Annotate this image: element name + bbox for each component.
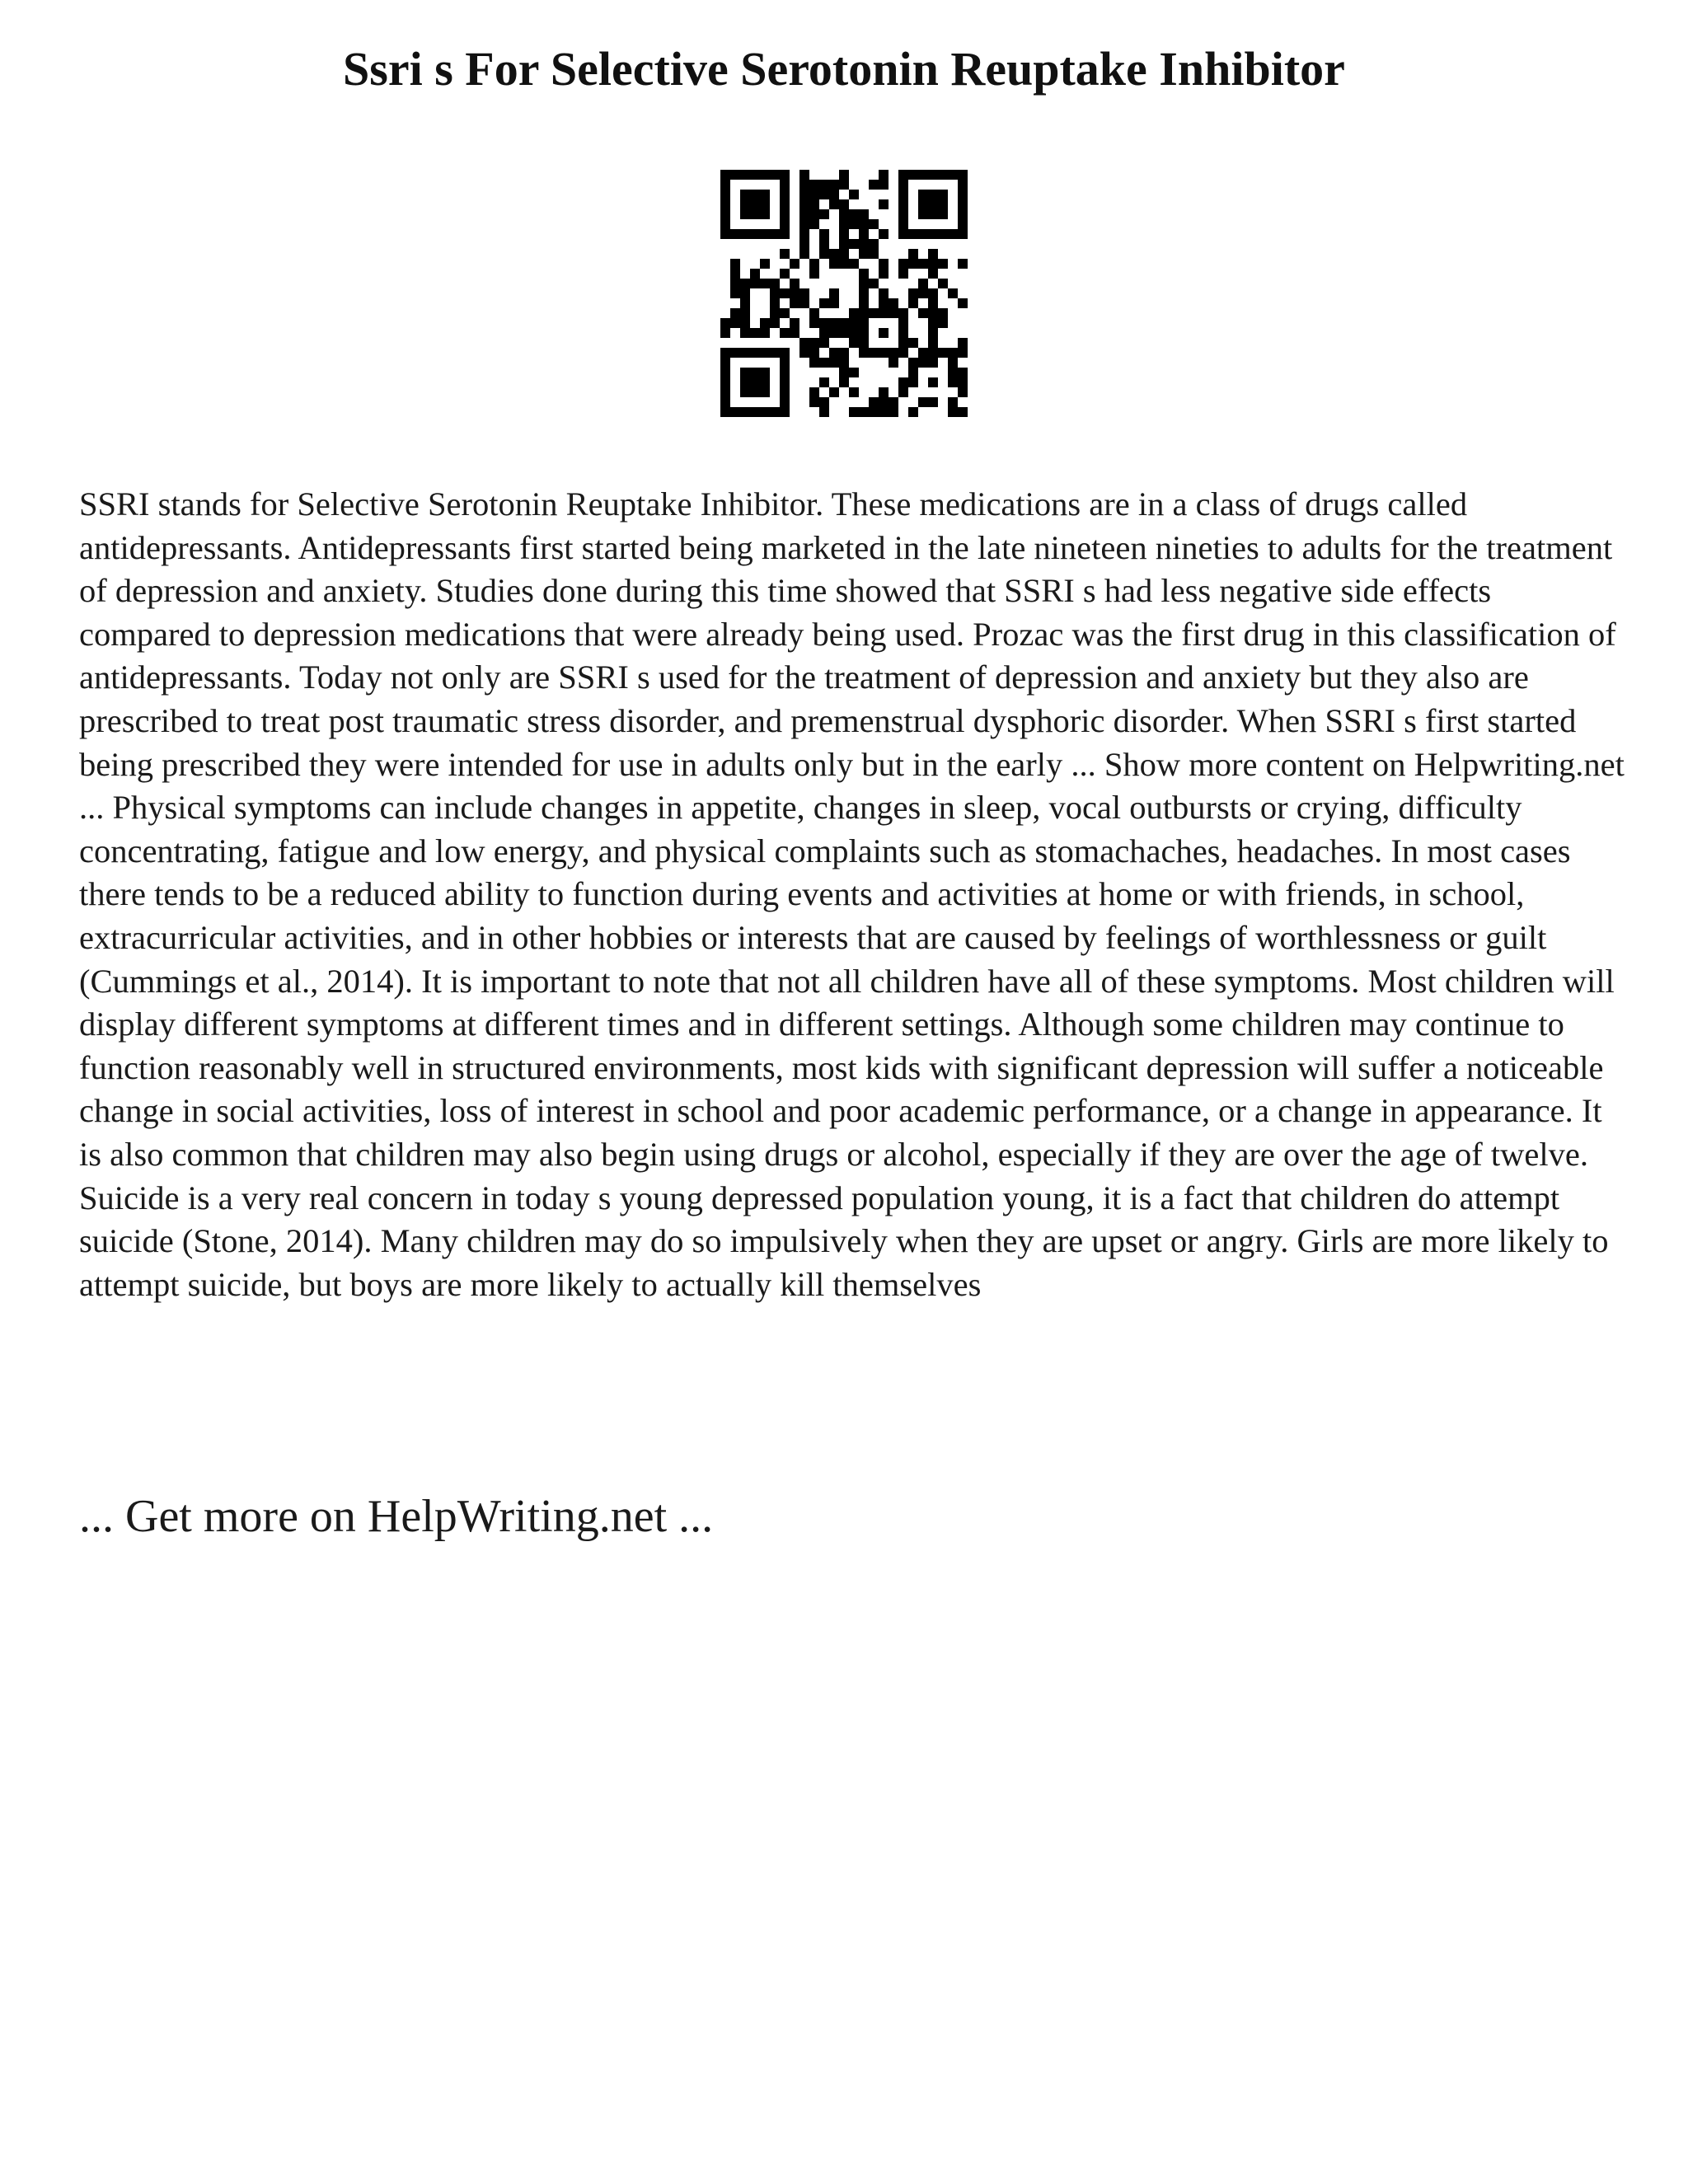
qr-code-icon xyxy=(720,170,968,417)
get-more-link[interactable]: ... Get more on HelpWriting.net ... xyxy=(79,1491,714,1542)
page-title: Ssri s For Selective Serotonin Reuptake Inhibitor xyxy=(343,42,1345,96)
body-paragraph: SSRI stands for Selective Serotonin Reuptake Inhibitor. These medications are in a class of drugs called antidepressants. Antidepressants first started being marketed in the late nineteen nineties to adults for the treatment of depression and anxiety. Studies done during this time showed that SSRI s had less negative side effects compared to depression medications that were already being used. Prozac was the first drug in this classification of antidepressants. Today not only are SSRI s used for the treatment of depression and anxiety but they also are prescribed to treat post traumatic stress disorder, and premenstrual dysphoric disorder. When SSRI s first started being prescribed they were intended for use in adults only but in the early ... Show more content on Helpwriting.net ... Physical symptoms can include changes in appetite, changes in sleep, vocal outbursts or crying, difficulty concentrating, fatigue and low energy, and physical complaints such as stomachaches, headaches. In most cases there tends to be a reduced ability to function during events and activities at home or with friends, in school, extracurricular activities, and in other hobbies or interests that are caused by feelings of worthlessness or guilt (Cummings et al., 2014). It is important to note that not all children have all of these symptoms. Most children will display different symptoms at different times and in different settings. Although some children may continue to function reasonably well in structured environments, most kids with significant depression will suffer a noticeable change in social activities, loss of interest in school and poor academic performance, or a change in appearance. It is also common that children may also begin using drugs or alcohol, especially if they are over the age of twelve. Suicide is a very real concern in today s young depressed population young, it is a fact that children do attempt suicide (Stone, 2014). Many children may do so impulsively when they are upset or angry. Girls are more likely to attempt suicide, but boys are more likely to actually kill themselves xyxy=(79,485,1625,1303)
